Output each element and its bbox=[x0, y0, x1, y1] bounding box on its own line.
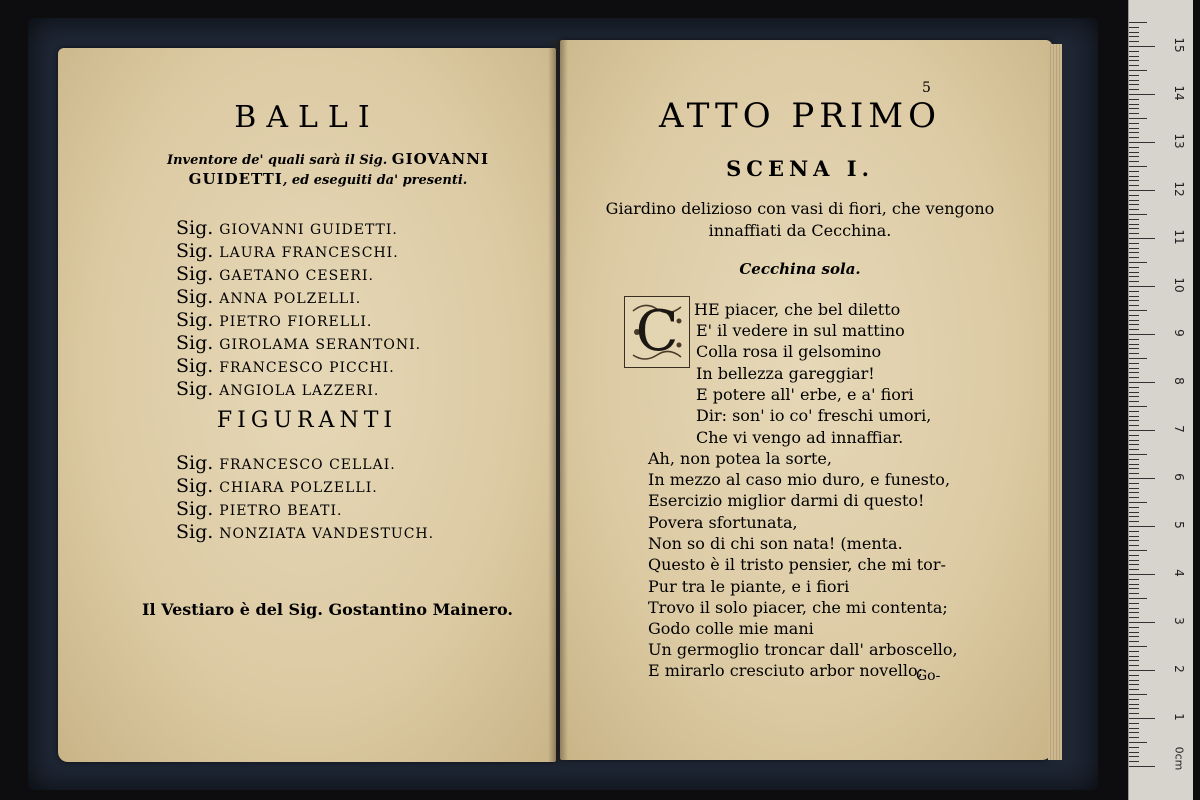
figurante-name: CHIARA POLZELLI. bbox=[219, 480, 378, 496]
dancer-name: GIOVANNI GUIDETTI. bbox=[219, 222, 398, 238]
verse-line: E mirarlo cresciuto arbor novello; bbox=[648, 661, 924, 680]
sig-prefix: Sig. bbox=[176, 263, 214, 285]
ruler-tick bbox=[1129, 243, 1139, 244]
left-page-content bbox=[58, 0, 556, 800]
ruler-tick bbox=[1129, 396, 1139, 397]
ruler-tick bbox=[1129, 732, 1139, 733]
inventore-name-2: GUIDETTI bbox=[188, 170, 283, 188]
ruler-tick bbox=[1129, 228, 1139, 229]
ruler-tick bbox=[1129, 22, 1147, 23]
list-item bbox=[176, 218, 421, 241]
ruler-tick bbox=[1129, 555, 1139, 556]
ruler-tick bbox=[1129, 454, 1147, 455]
list-item bbox=[176, 499, 434, 522]
ruler-tick bbox=[1129, 737, 1139, 738]
ruler-tick bbox=[1129, 118, 1147, 119]
sig-prefix: Sig. bbox=[176, 309, 214, 331]
verse-line: Trovo il solo piacer, che mi contenta; bbox=[648, 598, 948, 617]
ruler-tick bbox=[1129, 185, 1139, 186]
ruler-tick bbox=[1129, 464, 1139, 465]
ruler-tick bbox=[1129, 329, 1139, 330]
ruler-tick bbox=[1129, 353, 1139, 354]
ruler-tick bbox=[1129, 75, 1139, 76]
figurante-name: PIETRO BEATI. bbox=[219, 503, 343, 519]
ruler-tick bbox=[1129, 684, 1139, 685]
ruler-tick bbox=[1129, 406, 1147, 407]
ruler-tick bbox=[1129, 723, 1139, 724]
ruler-tick bbox=[1129, 65, 1139, 66]
ruler-unit: 0cm bbox=[1172, 746, 1186, 771]
verse-line: E' il vedere in sul mattino bbox=[696, 321, 905, 340]
ruler-tick bbox=[1129, 36, 1139, 37]
ruler-number: 8 bbox=[1172, 377, 1186, 385]
ruler-tick bbox=[1129, 363, 1139, 364]
inventore-text-2: , ed eseguiti da' presenti. bbox=[282, 173, 468, 188]
ruler-tick bbox=[1129, 665, 1139, 666]
ruler-tick bbox=[1129, 488, 1139, 489]
sig-prefix: Sig. bbox=[176, 452, 214, 474]
sig-prefix: Sig. bbox=[176, 378, 214, 400]
ruler-tick bbox=[1129, 51, 1139, 52]
ruler-tick bbox=[1129, 224, 1139, 225]
speaker-heading: Cecchina sola. bbox=[739, 260, 861, 278]
ruler-tick bbox=[1129, 588, 1139, 589]
ruler-tick bbox=[1129, 123, 1139, 124]
ruler-tick bbox=[1129, 569, 1139, 570]
drop-cap-letter: C bbox=[635, 299, 679, 364]
ruler-tick bbox=[1129, 324, 1139, 325]
ruler-number: 15 bbox=[1172, 37, 1186, 53]
ruler-tick bbox=[1129, 497, 1139, 498]
ruler-tick bbox=[1129, 89, 1139, 90]
ruler-number: 5 bbox=[1172, 521, 1186, 529]
verse-line: Questo è il tristo pensier, che mi tor- bbox=[648, 555, 946, 574]
figuranti-list bbox=[176, 453, 434, 545]
ruler-tick bbox=[1129, 444, 1139, 445]
figurante-name: NONZIATA VANDESTUCH. bbox=[219, 526, 435, 542]
ruler-tick bbox=[1129, 161, 1139, 162]
list-item bbox=[176, 453, 434, 476]
ruler-tick bbox=[1129, 756, 1139, 757]
ruler-tick bbox=[1129, 334, 1155, 335]
ruler-tick bbox=[1129, 502, 1147, 503]
ruler-tick bbox=[1129, 660, 1139, 661]
ruler-tick bbox=[1129, 27, 1139, 28]
inventore-text-1: Inventore de' quali sarà il Sig. bbox=[167, 153, 392, 168]
ruler-tick bbox=[1129, 132, 1139, 133]
ruler-tick bbox=[1129, 512, 1139, 513]
ruler-tick bbox=[1129, 742, 1147, 743]
ruler-tick bbox=[1129, 70, 1147, 71]
verse-line: Non so di chi son nata! (menta. bbox=[648, 534, 903, 553]
ruler-tick bbox=[1129, 104, 1139, 105]
catchword: Go- bbox=[916, 668, 941, 684]
ruler-tick bbox=[1129, 80, 1139, 81]
ruler-tick bbox=[1129, 689, 1139, 690]
ruler-tick bbox=[1129, 416, 1139, 417]
verse-line: Che vi vengo ad innaffiar. bbox=[696, 428, 904, 447]
ruler-tick bbox=[1129, 560, 1139, 561]
dancer-name: ANGIOLA LAZZERI. bbox=[219, 383, 380, 399]
verse-line: HE piacer, che bel diletto bbox=[694, 300, 901, 319]
ruler-tick bbox=[1129, 579, 1139, 580]
ruler-tick bbox=[1129, 358, 1147, 359]
ruler-number: 13 bbox=[1172, 133, 1186, 149]
ruler-tick bbox=[1129, 507, 1139, 508]
page-number: 5 bbox=[922, 80, 931, 96]
ruler-tick bbox=[1129, 459, 1139, 460]
ruler-number: 10 bbox=[1172, 277, 1186, 293]
verse-line: Pur tra le piante, e i fiori bbox=[648, 577, 850, 596]
dancer-name: ANNA POLZELLI. bbox=[219, 291, 362, 307]
scale-ruler bbox=[1128, 0, 1193, 800]
ruler-tick bbox=[1129, 608, 1139, 609]
ruler-tick bbox=[1129, 516, 1139, 517]
sig-prefix: Sig. bbox=[176, 521, 214, 543]
ruler-tick bbox=[1129, 387, 1139, 388]
ruler-tick bbox=[1129, 713, 1139, 714]
ruler-tick bbox=[1129, 612, 1139, 613]
figuranti-title: FIGURANTI bbox=[216, 408, 398, 433]
ruler-tick bbox=[1129, 56, 1139, 57]
sig-prefix: Sig. bbox=[176, 217, 214, 239]
ruler-number: 6 bbox=[1172, 473, 1186, 481]
ruler-tick bbox=[1129, 646, 1147, 647]
act-title: ATTO PRIMO bbox=[659, 96, 941, 136]
ruler-tick bbox=[1129, 449, 1139, 450]
decorated-initial bbox=[624, 296, 690, 368]
list-item bbox=[176, 522, 434, 545]
ruler-tick bbox=[1129, 540, 1139, 541]
sig-prefix: Sig. bbox=[176, 286, 214, 308]
ruler-tick bbox=[1129, 680, 1139, 681]
verse-line: Dir: son' io co' freschi umori, bbox=[696, 406, 932, 425]
sig-prefix: Sig. bbox=[176, 498, 214, 520]
ruler-tick bbox=[1129, 440, 1139, 441]
list-item bbox=[176, 310, 421, 333]
sig-prefix: Sig. bbox=[176, 355, 214, 377]
dancer-name: PIETRO FIORELLI. bbox=[219, 314, 373, 330]
ruler-tick bbox=[1129, 142, 1155, 143]
verse-line: Ah, non potea la sorte, bbox=[648, 449, 832, 468]
verse-line: Godo colle mie mani bbox=[648, 619, 814, 638]
ruler-tick bbox=[1129, 296, 1139, 297]
ruler-tick bbox=[1129, 747, 1139, 748]
dancers-list bbox=[176, 218, 421, 402]
ruler-tick bbox=[1129, 564, 1139, 565]
ruler-tick bbox=[1129, 368, 1139, 369]
ruler-tick bbox=[1129, 401, 1139, 402]
verse-line: In bellezza gareggiar! bbox=[696, 364, 875, 383]
ruler-tick bbox=[1129, 204, 1139, 205]
ruler-tick bbox=[1129, 704, 1139, 705]
list-item bbox=[176, 241, 421, 264]
verse-line: In mezzo al caso mio duro, e funesto, bbox=[648, 470, 951, 489]
list-item bbox=[176, 476, 434, 499]
ruler-tick bbox=[1129, 320, 1139, 321]
ruler-number: 9 bbox=[1172, 329, 1186, 337]
ruler-tick bbox=[1129, 108, 1139, 109]
ruler-tick bbox=[1129, 598, 1147, 599]
ruler-tick bbox=[1129, 137, 1139, 138]
ruler-tick bbox=[1129, 593, 1139, 594]
ruler-number: 2 bbox=[1172, 665, 1186, 673]
ruler-tick bbox=[1129, 315, 1139, 316]
ruler-tick bbox=[1129, 291, 1139, 292]
ruler-tick bbox=[1129, 622, 1155, 623]
sig-prefix: Sig. bbox=[176, 475, 214, 497]
ruler-number: 7 bbox=[1172, 425, 1186, 433]
scene-setting: Giardino delizioso con vasi di fiori, che vengono innaffiati da Cecchina. bbox=[605, 199, 995, 240]
ruler-tick bbox=[1129, 113, 1139, 114]
verse-line: Povera sfortunata, bbox=[648, 513, 798, 532]
ruler-tick bbox=[1129, 252, 1139, 253]
ruler-tick bbox=[1129, 752, 1139, 753]
ruler-tick bbox=[1129, 694, 1147, 695]
list-item bbox=[176, 379, 421, 402]
ruler-tick bbox=[1129, 257, 1139, 258]
ruler-tick bbox=[1129, 46, 1155, 47]
ruler-tick bbox=[1129, 531, 1139, 532]
ruler-tick bbox=[1129, 632, 1139, 633]
ruler-tick bbox=[1129, 708, 1139, 709]
ruler-tick bbox=[1129, 41, 1139, 42]
dancer-name: GAETANO CESERI. bbox=[219, 268, 374, 284]
dancer-name: FRANCESCO PICCHI. bbox=[219, 360, 395, 376]
balli-title: BALLI bbox=[234, 100, 380, 135]
ruler-tick bbox=[1129, 627, 1139, 628]
ruler-tick bbox=[1129, 348, 1139, 349]
ruler-tick bbox=[1129, 761, 1139, 762]
ruler-tick bbox=[1129, 617, 1139, 618]
inventore-name-1: GIOVANNI bbox=[391, 150, 489, 168]
dancer-name: GIROLAMA SERANTONI. bbox=[219, 337, 422, 353]
list-item bbox=[176, 264, 421, 287]
ruler-tick bbox=[1129, 310, 1147, 311]
ruler-tick bbox=[1129, 195, 1139, 196]
ruler-tick bbox=[1129, 545, 1139, 546]
verse-line: Un germoglio troncar dall' arboscello, bbox=[648, 640, 958, 659]
ruler-tick bbox=[1129, 574, 1155, 575]
ruler-tick bbox=[1129, 483, 1139, 484]
ruler-number: 11 bbox=[1172, 229, 1186, 245]
verse-line: Colla rosa il gelsomino bbox=[696, 342, 882, 361]
ruler-tick bbox=[1129, 281, 1139, 282]
verse-line: Esercizio miglior darmi di questo! bbox=[648, 491, 925, 510]
ruler-tick bbox=[1129, 128, 1139, 129]
ruler-tick bbox=[1129, 171, 1139, 172]
ruler-tick bbox=[1129, 156, 1139, 157]
ruler-number: 1 bbox=[1172, 713, 1186, 721]
ruler-tick bbox=[1129, 180, 1139, 181]
ruler-tick bbox=[1129, 377, 1139, 378]
ruler-tick bbox=[1129, 435, 1139, 436]
ruler-number: 14 bbox=[1172, 85, 1186, 101]
scene-title: SCENA I. bbox=[726, 156, 874, 181]
list-item bbox=[176, 356, 421, 379]
ruler-tick bbox=[1129, 492, 1139, 493]
page-edges bbox=[1048, 44, 1062, 760]
ruler-tick bbox=[1129, 478, 1155, 479]
figurante-name: FRANCESCO CELLAI. bbox=[219, 457, 396, 473]
ruler-tick bbox=[1129, 766, 1155, 767]
ruler-tick bbox=[1129, 32, 1139, 33]
ruler-tick bbox=[1129, 468, 1139, 469]
ruler-tick bbox=[1129, 300, 1139, 301]
ruler-tick bbox=[1129, 603, 1139, 604]
ruler-tick bbox=[1129, 166, 1147, 167]
inventore-caption bbox=[148, 150, 508, 190]
ruler-tick bbox=[1129, 392, 1139, 393]
ruler-tick bbox=[1129, 152, 1139, 153]
ruler-tick bbox=[1129, 584, 1139, 585]
ruler-number: 4 bbox=[1172, 569, 1186, 577]
ruler-tick bbox=[1129, 200, 1139, 201]
ruler-tick bbox=[1129, 550, 1147, 551]
ruler-tick bbox=[1129, 190, 1155, 191]
sig-prefix: Sig. bbox=[176, 240, 214, 262]
ruler-tick bbox=[1129, 526, 1155, 527]
ruler-tick bbox=[1129, 233, 1139, 234]
ruler-tick bbox=[1129, 636, 1139, 637]
dancer-name: LAURA FRANCESCHI. bbox=[219, 245, 399, 261]
ruler-tick bbox=[1129, 473, 1139, 474]
ruler-tick bbox=[1129, 656, 1139, 657]
ruler-tick bbox=[1129, 286, 1155, 287]
ruler-tick bbox=[1129, 718, 1155, 719]
ruler-tick bbox=[1129, 675, 1139, 676]
sig-prefix: Sig. bbox=[176, 332, 214, 354]
ruler-tick bbox=[1129, 214, 1147, 215]
ruler-tick bbox=[1129, 670, 1155, 671]
ruler-tick bbox=[1129, 339, 1139, 340]
ruler-tick bbox=[1129, 272, 1139, 273]
vestiaro-line: Il Vestiaro è del Sig. Gostantino Mainero. bbox=[142, 600, 513, 619]
ruler-tick bbox=[1129, 344, 1139, 345]
ruler-tick bbox=[1129, 219, 1139, 220]
ruler-tick bbox=[1129, 276, 1139, 277]
ruler-tick bbox=[1129, 248, 1139, 249]
ruler-tick bbox=[1129, 267, 1139, 268]
ruler-tick bbox=[1129, 728, 1139, 729]
ruler-tick bbox=[1129, 536, 1139, 537]
ruler-tick bbox=[1129, 209, 1139, 210]
ruler-tick bbox=[1129, 99, 1139, 100]
ruler-tick bbox=[1129, 176, 1139, 177]
ruler-tick bbox=[1129, 411, 1139, 412]
ruler-number: 12 bbox=[1172, 181, 1186, 197]
verse-line: E potere all' erbe, e a' fiori bbox=[696, 385, 914, 404]
ruler-tick bbox=[1129, 420, 1139, 421]
ruler-tick bbox=[1129, 84, 1139, 85]
ruler-tick bbox=[1129, 238, 1155, 239]
list-item bbox=[176, 287, 421, 310]
ruler-tick bbox=[1129, 147, 1139, 148]
ruler-tick bbox=[1129, 60, 1139, 61]
ruler-number: 3 bbox=[1172, 617, 1186, 625]
ruler-tick bbox=[1129, 641, 1139, 642]
ruler-tick bbox=[1129, 521, 1139, 522]
ruler-tick bbox=[1129, 305, 1139, 306]
ruler-tick bbox=[1129, 382, 1155, 383]
ruler-tick bbox=[1129, 430, 1155, 431]
ruler-tick bbox=[1129, 262, 1147, 263]
ruler-tick bbox=[1129, 651, 1139, 652]
ruler-tick bbox=[1129, 699, 1139, 700]
ruler-tick bbox=[1129, 425, 1139, 426]
list-item bbox=[176, 333, 421, 356]
ruler-tick bbox=[1129, 94, 1155, 95]
ruler-tick bbox=[1129, 372, 1139, 373]
